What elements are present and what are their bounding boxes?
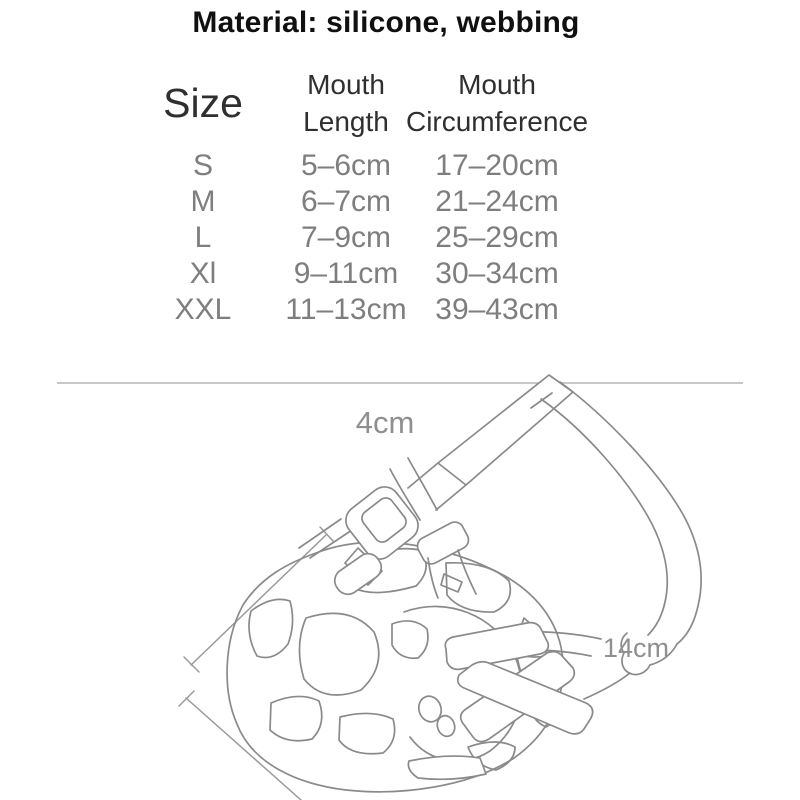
dimension-line-upper: [184, 527, 334, 672]
basket-cage: [227, 542, 563, 791]
dimension-line-lower: [179, 691, 301, 800]
table-row: [140, 256, 620, 292]
size-table-header-row: [140, 58, 620, 148]
table-row: [140, 292, 620, 328]
col-header-size: Size: [163, 79, 243, 126]
material-title: Material: silicone, webbing: [192, 6, 580, 39]
size-value: XXL: [174, 293, 232, 326]
col-header-mouth-length-line1: Mouth: [307, 69, 385, 100]
mouth-circumference-value: 25–29cm: [435, 221, 559, 254]
buckle: [340, 481, 424, 565]
table-row: [140, 220, 620, 256]
mouth-length-value: 9–11cm: [293, 257, 399, 290]
strap-width-label: 4cm: [355, 405, 415, 440]
size-value: L: [194, 221, 212, 254]
size-value: Xl: [189, 257, 217, 290]
size-table: [140, 58, 620, 328]
table-row: [140, 184, 620, 220]
mouth-length-value: 5–6cm: [300, 149, 392, 182]
col-header-mouth-length-line2: Length: [303, 106, 389, 137]
col-header-mouth-circumference: [405, 66, 589, 140]
mouth-length-value: 11–13cm: [285, 293, 407, 326]
mouth-length-value: 6–7cm: [300, 185, 392, 218]
strap-length-label: 14cm: [602, 633, 670, 663]
mouth-circumference-value: 17–20cm: [435, 149, 559, 182]
col-header-mouth-length: [266, 66, 426, 140]
mouth-circumference-value: 39–43cm: [435, 293, 559, 326]
mouth-circumference-value: 30–34cm: [435, 257, 559, 290]
col-header-mouth-circumference-line2: Circumference: [405, 106, 589, 137]
table-row: [140, 148, 620, 184]
col-header-mouth-circumference-line1: Mouth: [458, 69, 536, 100]
size-value: S: [192, 149, 213, 182]
mouth-length-value: 7–9cm: [300, 221, 392, 254]
size-value: M: [190, 185, 216, 218]
muzzle-line-drawing: [0, 372, 800, 800]
vent-holes: [416, 693, 458, 738]
mouth-circumference-value: 21–24cm: [435, 185, 559, 218]
